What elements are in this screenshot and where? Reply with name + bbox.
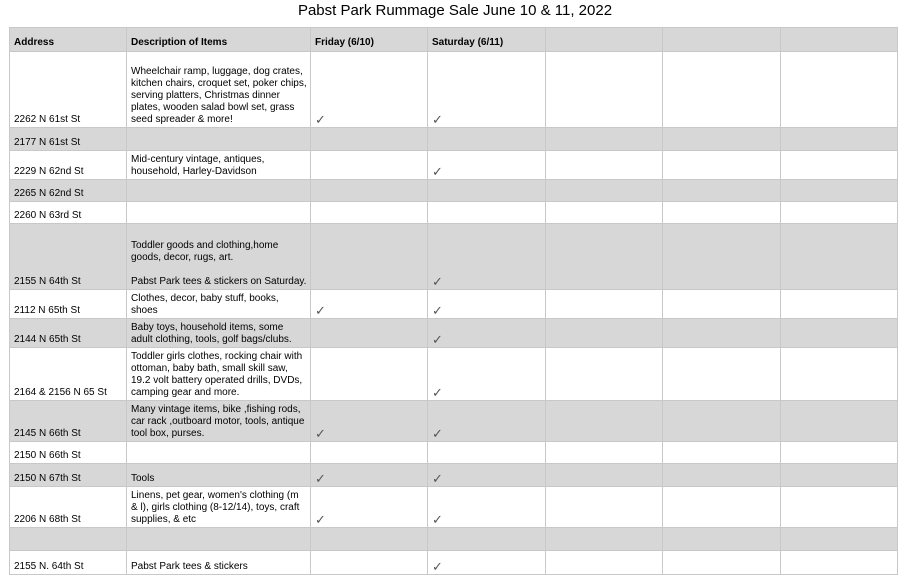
empty-cell[interactable] [781, 551, 898, 575]
address-cell[interactable]: 2262 N 61st St [10, 52, 127, 128]
empty-cell[interactable] [781, 464, 898, 487]
address-cell[interactable]: 2155 N 64th St [10, 224, 127, 290]
empty-cell[interactable] [663, 348, 781, 401]
friday-check-cell[interactable]: ✓ [311, 52, 428, 128]
friday-check-cell[interactable]: ✓ [311, 290, 428, 319]
empty-cell[interactable] [546, 151, 663, 180]
friday-check-cell[interactable]: ✓ [311, 401, 428, 442]
table-row [10, 202, 898, 224]
address-cell[interactable]: 2144 N 65th St [10, 319, 127, 348]
empty-cell[interactable] [663, 151, 781, 180]
empty-cell[interactable] [546, 128, 663, 151]
saturday-check-cell[interactable]: ✓ [428, 551, 546, 575]
friday-check-cell[interactable] [311, 528, 428, 551]
empty-cell[interactable] [781, 348, 898, 401]
empty-cell[interactable] [546, 348, 663, 401]
table-row [10, 442, 898, 464]
table-row [10, 401, 898, 442]
friday-check-cell[interactable] [311, 180, 428, 202]
header-row [10, 28, 898, 52]
address-cell[interactable]: 2150 N 66th St [10, 442, 127, 464]
empty-cell[interactable] [781, 319, 898, 348]
table-row [10, 487, 898, 528]
header-empty[interactable] [546, 28, 663, 52]
empty-cell[interactable] [546, 487, 663, 528]
address-cell[interactable]: 2260 N 63rd St [10, 202, 127, 224]
description-cell[interactable]: Toddler goods and clothing,home goods, decor, rugs, art. Pabst Park tees & stickers on Saturday. [127, 224, 311, 290]
saturday-check-cell[interactable]: ✓ [428, 487, 546, 528]
empty-cell[interactable] [546, 224, 663, 290]
friday-check-cell[interactable]: ✓ [311, 487, 428, 528]
header-address[interactable]: Address [10, 28, 127, 52]
empty-cell[interactable] [663, 224, 781, 290]
description-cell[interactable] [127, 528, 311, 551]
empty-cell[interactable] [546, 551, 663, 575]
empty-cell[interactable] [663, 442, 781, 464]
rummage-sale-table [9, 27, 898, 575]
empty-cell[interactable] [781, 487, 898, 528]
description-cell[interactable]: Baby toys, household items, some adult clothing, tools, golf bags/clubs. [127, 319, 311, 348]
saturday-check-cell[interactable]: ✓ [428, 401, 546, 442]
table-row [10, 319, 898, 348]
address-cell[interactable]: 2112 N 65th St [10, 290, 127, 319]
sheet-title: Pabst Park Rummage Sale June 10 & 11, 2022 [297, 2, 613, 19]
empty-cell[interactable] [663, 528, 781, 551]
saturday-check-cell[interactable]: ✓ [428, 464, 546, 487]
header-friday[interactable]: Friday (6/10) [311, 28, 428, 52]
table-row [10, 528, 898, 551]
friday-check-cell[interactable] [311, 319, 428, 348]
table-row [10, 348, 898, 401]
table-row [10, 551, 898, 575]
saturday-check-cell[interactable] [428, 442, 546, 464]
saturday-check-cell[interactable] [428, 180, 546, 202]
header-empty[interactable] [663, 28, 781, 52]
empty-cell[interactable] [663, 551, 781, 575]
empty-cell[interactable] [663, 290, 781, 319]
table-row [10, 464, 898, 487]
table-row [10, 224, 898, 290]
address-cell[interactable]: 2265 N 62nd St [10, 180, 127, 202]
header-empty[interactable] [781, 28, 898, 52]
address-cell[interactable]: 2145 N 66th St [10, 401, 127, 442]
empty-cell[interactable] [781, 401, 898, 442]
friday-check-cell[interactable] [311, 442, 428, 464]
empty-cell[interactable] [546, 442, 663, 464]
empty-cell[interactable] [781, 290, 898, 319]
friday-check-cell[interactable] [311, 202, 428, 224]
address-cell[interactable]: 2155 N. 64th St [10, 551, 127, 575]
description-cell[interactable]: Mid-century vintage, antiques, household, Harley-Davidson [127, 151, 311, 180]
empty-cell[interactable] [781, 128, 898, 151]
description-cell[interactable]: Many vintage items, bike ,fishing rods, car rack ,outboard motor, tools, antique tool box, purses. [127, 401, 311, 442]
header-description[interactable]: Description of Items [127, 28, 311, 52]
saturday-check-cell[interactable] [428, 528, 546, 551]
empty-cell[interactable] [663, 319, 781, 348]
description-cell[interactable] [127, 202, 311, 224]
empty-cell[interactable] [546, 401, 663, 442]
description-cell[interactable]: Pabst Park tees & stickers [127, 551, 311, 575]
saturday-check-cell[interactable]: ✓ [428, 224, 546, 290]
empty-cell[interactable] [546, 319, 663, 348]
empty-cell[interactable] [781, 202, 898, 224]
saturday-check-cell[interactable]: ✓ [428, 290, 546, 319]
empty-cell[interactable] [546, 464, 663, 487]
description-cell[interactable] [127, 442, 311, 464]
saturday-check-cell[interactable]: ✓ [428, 151, 546, 180]
friday-check-cell[interactable] [311, 128, 428, 151]
saturday-check-cell[interactable]: ✓ [428, 348, 546, 401]
empty-cell[interactable] [781, 442, 898, 464]
empty-cell[interactable] [781, 151, 898, 180]
table-row [10, 52, 898, 128]
empty-cell[interactable] [546, 52, 663, 128]
description-cell[interactable]: Tools [127, 464, 311, 487]
empty-cell[interactable] [663, 487, 781, 528]
empty-cell[interactable] [781, 528, 898, 551]
table-row [10, 128, 898, 151]
empty-cell[interactable] [546, 528, 663, 551]
table-row [10, 180, 898, 202]
description-cell[interactable] [127, 128, 311, 151]
address-cell[interactable]: 2164 & 2156 N 65 St [10, 348, 127, 401]
address-cell[interactable]: 2150 N 67th St [10, 464, 127, 487]
empty-cell[interactable] [781, 224, 898, 290]
saturday-check-cell[interactable]: ✓ [428, 52, 546, 128]
address-cell[interactable] [10, 528, 127, 551]
saturday-check-cell[interactable] [428, 202, 546, 224]
address-cell[interactable]: 2229 N 62nd St [10, 151, 127, 180]
address-cell[interactable]: 2177 N 61st St [10, 128, 127, 151]
empty-cell[interactable] [781, 180, 898, 202]
saturday-check-cell[interactable]: ✓ [428, 319, 546, 348]
saturday-check-cell[interactable] [428, 128, 546, 151]
empty-cell[interactable] [663, 464, 781, 487]
header-saturday[interactable]: Saturday (6/11) [428, 28, 546, 52]
description-cell[interactable]: Toddler girls clothes, rocking chair with ottoman, baby bath, small skill saw, 19.2 volt battery operated drills, DVDs, camping gear and more. [127, 348, 311, 401]
empty-cell[interactable] [663, 128, 781, 151]
friday-check-cell[interactable] [311, 348, 428, 401]
friday-check-cell[interactable] [311, 151, 428, 180]
friday-check-cell[interactable] [311, 224, 428, 290]
empty-cell[interactable] [781, 52, 898, 128]
empty-cell[interactable] [663, 401, 781, 442]
empty-cell[interactable] [546, 290, 663, 319]
description-cell[interactable]: Wheelchair ramp, luggage, dog crates, kitchen chairs, croquet set, poker chips, serving platters, Christmas dinner plates, wooden salad bowl set, grass seed spreader & more! [127, 52, 311, 128]
friday-check-cell[interactable] [311, 551, 428, 575]
table-row [10, 151, 898, 180]
description-cell[interactable] [127, 180, 311, 202]
empty-cell[interactable] [546, 180, 663, 202]
description-cell[interactable]: Clothes, decor, baby stuff, books, shoes [127, 290, 311, 319]
empty-cell[interactable] [663, 202, 781, 224]
friday-check-cell[interactable]: ✓ [311, 464, 428, 487]
empty-cell[interactable] [546, 202, 663, 224]
description-cell[interactable]: Linens, pet gear, women's clothing (m & l), girls clothing (8-12/14), toys, craft supplies, & etc [127, 487, 311, 528]
empty-cell[interactable] [663, 180, 781, 202]
table-row [10, 290, 898, 319]
empty-cell[interactable] [663, 52, 781, 128]
address-cell[interactable]: 2206 N 68th St [10, 487, 127, 528]
